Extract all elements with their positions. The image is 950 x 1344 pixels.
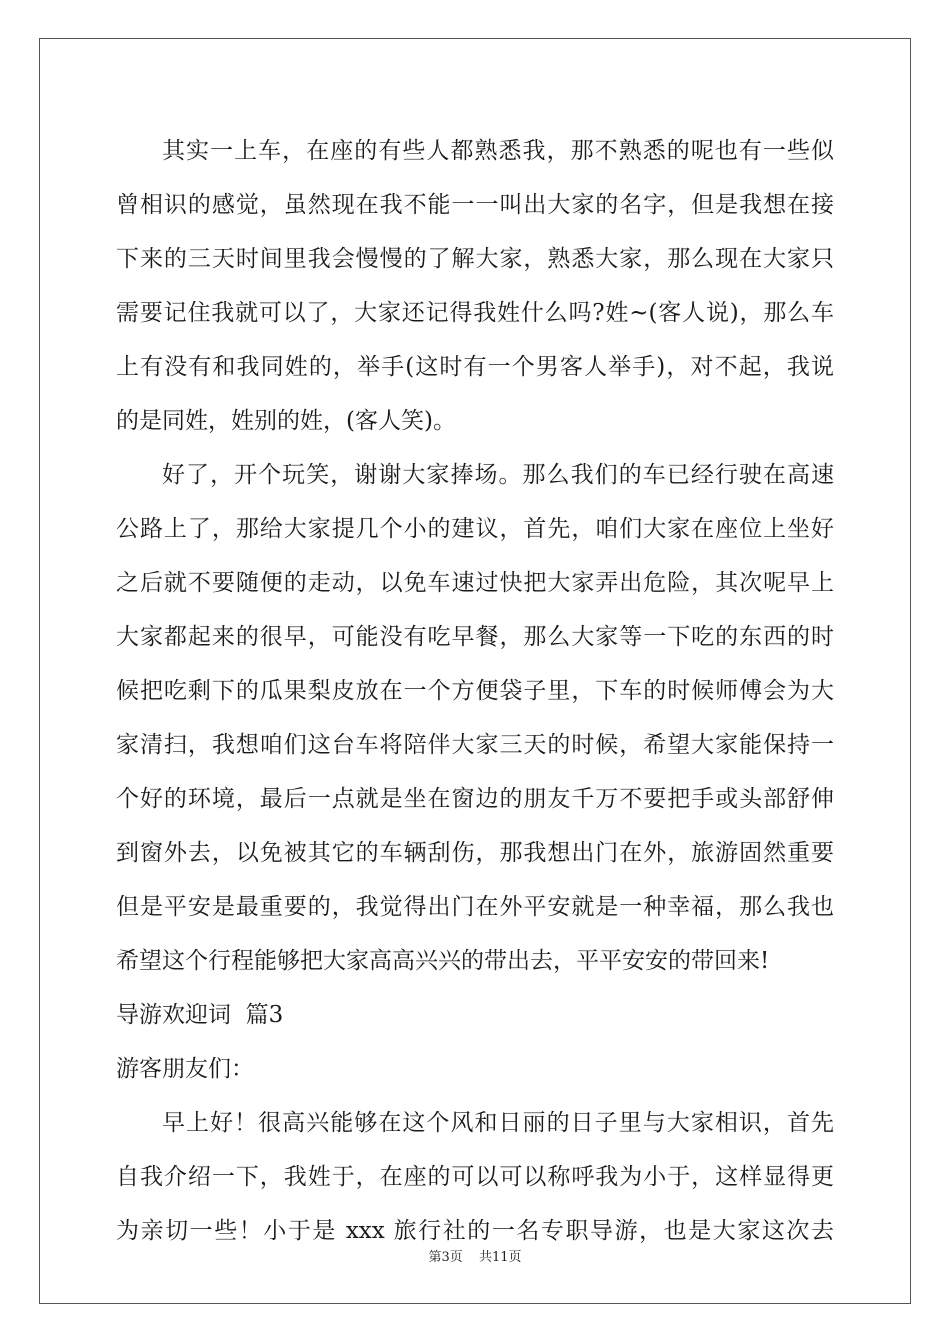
text-line: 早上好！很高兴能够在这个风和日丽的日子里与大家相识，首先: [162, 1110, 834, 1136]
text-line: 希望这个行程能够把大家高高兴兴的带出去，平平安安的带回来!: [116, 948, 770, 974]
text-line: 下来的三天时间里我会慢慢的了解大家，熟悉大家，那么现在大家只: [116, 246, 834, 272]
text-line: 之后就不要随便的走动，以免车速过快把大家弄出危险，其次呢早上: [116, 570, 834, 596]
text-line: 上有没有和我同姓的，举手(这时有一个男客人举手)，对不起，我说: [116, 354, 834, 380]
text-line: 候把吃剩下的瓜果梨皮放在一个方便袋子里，下车的时候师傅会为大: [116, 678, 834, 704]
paragraph-3: [116, 1096, 834, 1258]
text-line: 个好的环境，最后一点就是坐在窗边的朋友千万不要把手或头部舒伸: [116, 786, 834, 812]
document-body: [116, 124, 834, 1258]
text-line: 曾相识的感觉，虽然现在我不能一一叫出大家的名字，但是我想在接: [116, 192, 834, 218]
text-line: 的是同姓，姓别的姓，(客人笑)。: [116, 408, 456, 434]
text-line: 大家都起来的很早，可能没有吃早餐，那么大家等一下吃的东西的时: [116, 624, 834, 650]
text-line: 到窗外去，以免被其它的车辆刮伤，那我想出门在外，旅游固然重要: [116, 840, 834, 866]
page-total: 共11页: [478, 1250, 522, 1265]
page-footer: [0, 1246, 950, 1265]
text-line: 自我介绍一下，我姓于，在座的可以可以称呼我为小于，这样显得更: [116, 1164, 834, 1190]
greeting: 游客朋友们：: [116, 1056, 254, 1082]
paragraph-2: [116, 448, 834, 988]
page-number: 第3页: [428, 1250, 463, 1265]
paragraph-1: [116, 124, 834, 448]
text-line: 需要记住我就可以了，大家还记得我姓什么吗?姓~(客人说)，那么车: [116, 300, 834, 326]
text-line: 家清扫，我想咱们这台车将陪伴大家三天的时候，希望大家能保持一: [116, 732, 834, 758]
text-line: 好了，开个玩笑，谢谢大家捧场。那么我们的车已经行驶在高速: [162, 462, 834, 488]
text-line: 其实一上车，在座的有些人都熟悉我，那不熟悉的呢也有一些似: [162, 138, 834, 164]
section-title: 导游欢迎词 篇3: [116, 1002, 284, 1028]
text-line: 为亲切一些！小于是 xxx 旅行社的一名专职导游，也是大家这次去: [116, 1218, 834, 1244]
text-line: 但是平安是最重要的，我觉得出门在外平安就是一种幸福，那么我也: [116, 894, 834, 920]
text-line: 公路上了，那给大家提几个小的建议，首先，咱们大家在座位上坐好: [116, 516, 834, 542]
